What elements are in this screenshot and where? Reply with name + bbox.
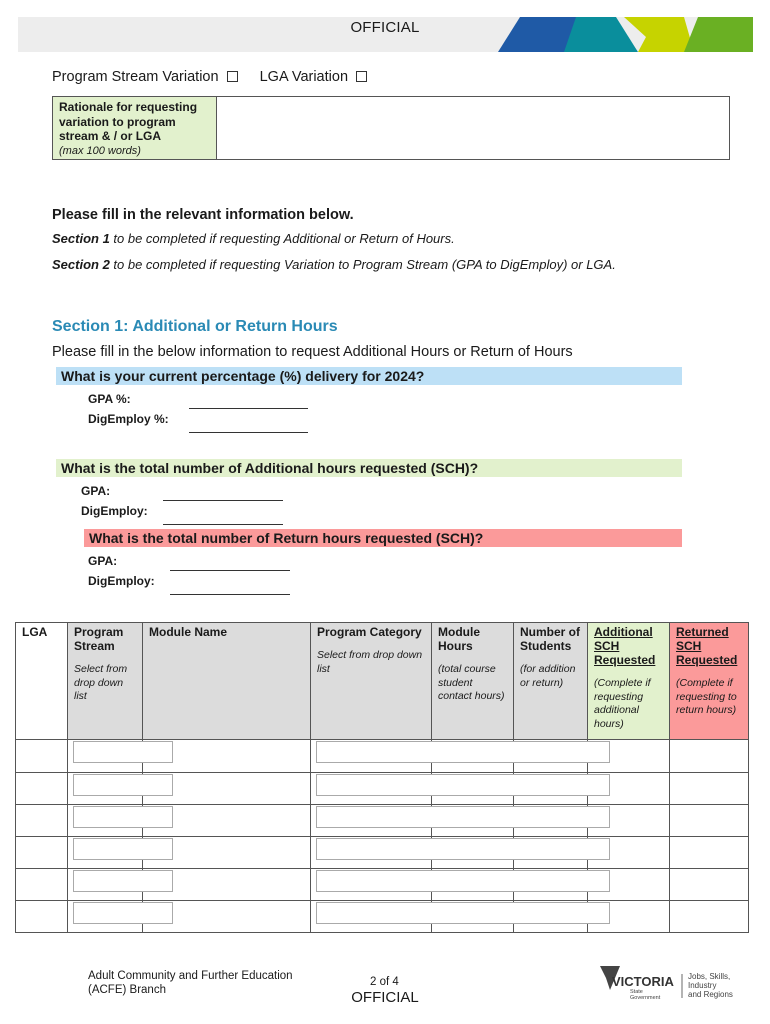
- cell-num-students[interactable]: [514, 901, 588, 933]
- cell-module-name[interactable]: [143, 740, 311, 773]
- section1-instruction: [52, 231, 455, 246]
- stripe-teal: [564, 17, 638, 52]
- rationale-label: Rationale for requesting variation to program stream & / or LGA: [59, 100, 198, 143]
- lga-variation-option: [260, 69, 367, 85]
- program-stream-variation-checkbox[interactable]: [227, 71, 238, 82]
- cell-lga[interactable]: [16, 773, 68, 805]
- cell-lga[interactable]: [16, 805, 68, 837]
- additional-gpa-label: GPA:: [81, 484, 111, 498]
- table-row: [16, 869, 749, 901]
- cell-module-hours[interactable]: [432, 901, 514, 933]
- table-row: [16, 901, 749, 933]
- cell-num-students[interactable]: [514, 837, 588, 869]
- cell-module-name[interactable]: [143, 869, 311, 901]
- col-lga: [16, 623, 68, 740]
- program-stream-variation-option: [52, 69, 242, 85]
- footer-classification: OFFICIAL: [351, 989, 419, 1006]
- logo-government-text: Government: [630, 995, 661, 1001]
- variation-options: [52, 69, 385, 85]
- col-num-students-label: Number of Students: [520, 625, 580, 653]
- section1-heading: Section 1: Additional or Return Hours: [52, 318, 338, 335]
- cell-returned-sch[interactable]: [670, 869, 749, 901]
- cell-additional-sch[interactable]: [588, 837, 670, 869]
- cell-lga[interactable]: [16, 837, 68, 869]
- additional-gpa-field[interactable]: [163, 500, 283, 501]
- cell-num-students[interactable]: [514, 740, 588, 773]
- cell-additional-sch[interactable]: [588, 869, 670, 901]
- col-module-hours-note: (total course student contact hours): [438, 663, 505, 702]
- cell-module-hours[interactable]: [432, 773, 514, 805]
- lga-variation-checkbox[interactable]: [356, 71, 367, 82]
- cell-lga[interactable]: [16, 901, 68, 933]
- percentage-question: What is your current percentage (%) delivery for 2024?: [56, 367, 682, 385]
- cell-module-name[interactable]: [143, 837, 311, 869]
- table-row: [16, 837, 749, 869]
- digemploy-percent-label: DigEmploy %:: [88, 412, 169, 426]
- return-gpa-field[interactable]: [170, 570, 290, 571]
- return-digemploy-field[interactable]: [170, 594, 290, 595]
- rationale-word-limit: (max 100 words): [59, 144, 141, 157]
- table-row: [16, 740, 749, 773]
- dept-line2: Industry: [688, 981, 717, 990]
- cell-program-stream[interactable]: [68, 773, 143, 805]
- dept-line1: Jobs, Skills,: [688, 972, 731, 981]
- program-stream-variation-label: Program Stream Variation: [52, 69, 219, 85]
- rationale-box: [52, 96, 730, 160]
- col-module-name-label: Module Name: [149, 625, 228, 639]
- instructions-title: Please fill in the relevant information below.: [52, 207, 354, 223]
- col-num-students: [514, 623, 588, 740]
- table-body: [16, 740, 749, 933]
- gpa-percent-field[interactable]: [189, 408, 308, 409]
- col-returned-sch-label: Returned SCH Requested: [676, 625, 738, 667]
- cell-program-category[interactable]: [311, 805, 432, 837]
- cell-program-category[interactable]: [311, 837, 432, 869]
- cell-module-name[interactable]: [143, 805, 311, 837]
- section1-instruction-text: to be completed if requesting Additional or Return of Hours.: [109, 231, 455, 246]
- cell-lga[interactable]: [16, 869, 68, 901]
- stripe-green: [684, 17, 753, 52]
- cell-program-stream[interactable]: [68, 805, 143, 837]
- col-program-category-label: Program Category: [317, 625, 422, 639]
- col-program-category: [311, 623, 432, 740]
- col-module-hours: [432, 623, 514, 740]
- table-row: [16, 773, 749, 805]
- col-num-students-note: (for addition or return): [520, 663, 576, 689]
- cell-module-name[interactable]: [143, 901, 311, 933]
- cell-program-stream[interactable]: [68, 901, 143, 933]
- col-lga-label: LGA: [22, 625, 48, 639]
- return-digemploy-label: DigEmploy:: [88, 574, 155, 588]
- footer-org-line1: Adult Community and Further Education: [88, 970, 293, 982]
- cell-program-stream[interactable]: [68, 869, 143, 901]
- cell-program-category[interactable]: [311, 901, 432, 933]
- cell-num-students[interactable]: [514, 805, 588, 837]
- col-module-name: [143, 623, 311, 740]
- cell-additional-sch[interactable]: [588, 773, 670, 805]
- cell-program-category[interactable]: [311, 773, 432, 805]
- col-module-hours-label: Module Hours: [438, 625, 480, 653]
- hours-table: [15, 622, 749, 933]
- cell-program-stream[interactable]: [68, 740, 143, 773]
- cell-module-name[interactable]: [143, 773, 311, 805]
- section2-instruction-text: to be completed if requesting Variation to Program Stream (GPA to DigEmploy) or LGA.: [109, 257, 616, 272]
- cell-returned-sch[interactable]: [670, 740, 749, 773]
- victoria-government-logo: [598, 962, 743, 1002]
- table-row: [16, 805, 749, 837]
- brand-stripes: [498, 17, 753, 52]
- logo-state-text: State: [630, 989, 643, 995]
- col-program-stream-label: Program Stream: [74, 625, 124, 653]
- cell-program-category[interactable]: [311, 869, 432, 901]
- cell-additional-sch[interactable]: [588, 901, 670, 933]
- section1-instruction-label: Section 1: [52, 231, 110, 246]
- table-header-row: [16, 623, 749, 740]
- additional-hours-question: What is the total number of Additional hours requested (SCH)?: [56, 459, 682, 477]
- return-hours-question: What is the total number of Return hours requested (SCH)?: [84, 529, 682, 547]
- additional-digemploy-field[interactable]: [163, 524, 283, 525]
- col-additional-sch: [588, 623, 670, 740]
- cell-returned-sch[interactable]: [670, 837, 749, 869]
- col-returned-sch: [670, 623, 749, 740]
- col-additional-sch-note: (Complete if requesting additional hours): [594, 677, 651, 730]
- cell-num-students[interactable]: [514, 869, 588, 901]
- cell-module-hours[interactable]: [432, 837, 514, 869]
- section2-instruction-label: Section 2: [52, 257, 110, 272]
- logo-victoria-text: VICTORIA: [612, 974, 674, 989]
- gpa-percent-label: GPA %:: [88, 392, 131, 406]
- col-returned-sch-note: (Complete if requesting to return hours): [676, 677, 737, 716]
- col-program-stream: [68, 623, 143, 740]
- cell-returned-sch[interactable]: [670, 901, 749, 933]
- header-classification: OFFICIAL: [350, 19, 420, 36]
- page-number: 2 of 4: [370, 976, 399, 988]
- cell-module-hours[interactable]: [432, 740, 514, 773]
- rationale-input[interactable]: [217, 97, 729, 159]
- additional-digemploy-label: DigEmploy:: [81, 504, 148, 518]
- cell-module-hours[interactable]: [432, 869, 514, 901]
- footer-org-line2: (ACFE) Branch: [88, 984, 166, 996]
- cell-returned-sch[interactable]: [670, 773, 749, 805]
- cell-program-stream[interactable]: [68, 837, 143, 869]
- cell-lga[interactable]: [16, 740, 68, 773]
- cell-num-students[interactable]: [514, 773, 588, 805]
- col-program-category-note: Select from drop down list: [317, 649, 423, 675]
- cell-module-hours[interactable]: [432, 805, 514, 837]
- dept-line3: and Regions: [688, 990, 733, 999]
- lga-variation-label: LGA Variation: [259, 69, 349, 85]
- col-additional-sch-label: Additional SCH Requested: [594, 625, 656, 667]
- cell-additional-sch[interactable]: [588, 740, 670, 773]
- digemploy-percent-field[interactable]: [189, 432, 308, 433]
- return-gpa-label: GPA:: [88, 554, 118, 568]
- section2-instruction: [52, 257, 616, 272]
- cell-returned-sch[interactable]: [670, 805, 749, 837]
- cell-program-category[interactable]: [311, 740, 432, 773]
- section1-intro: Please fill in the below information to request Additional Hours or Return of Hours: [52, 344, 573, 360]
- rationale-label-cell: [53, 97, 217, 159]
- cell-additional-sch[interactable]: [588, 805, 670, 837]
- col-program-stream-note: Select from drop down list: [74, 663, 128, 702]
